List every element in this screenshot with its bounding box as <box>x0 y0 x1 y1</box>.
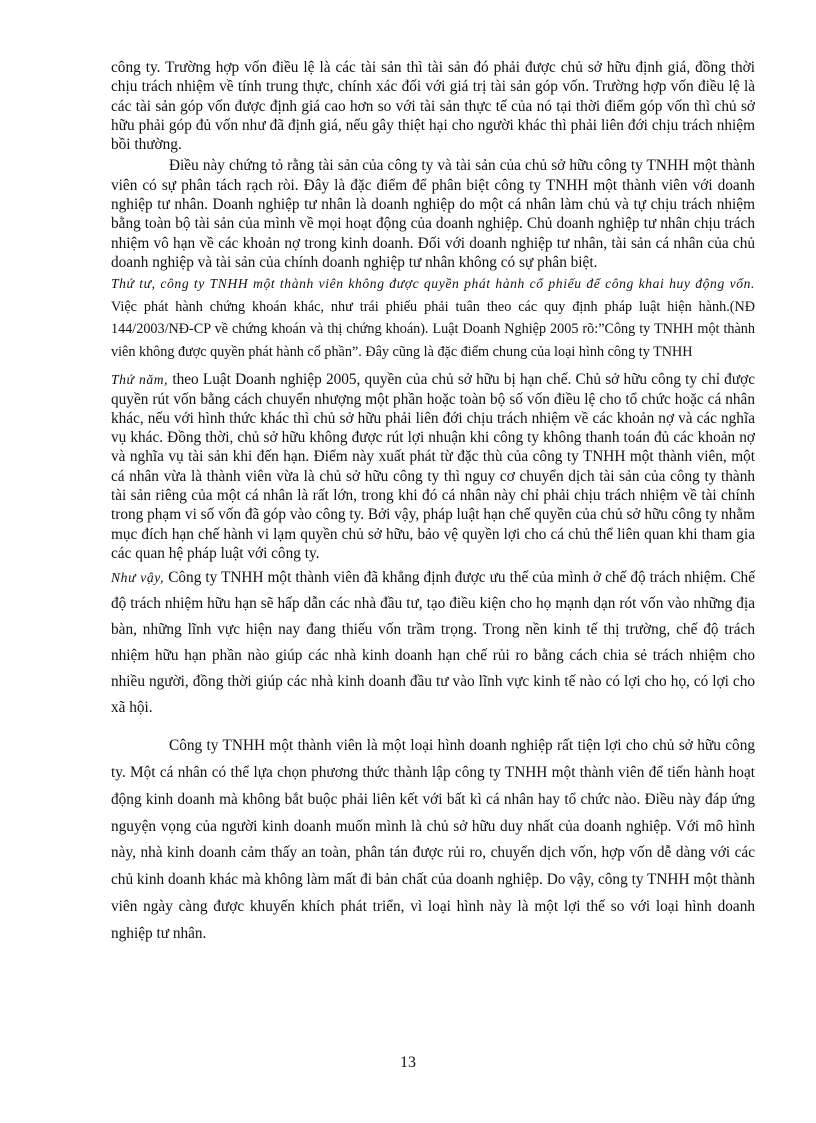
paragraph-tail: Đây cũng là đặc điểm chung của loại hình công ty TNHH <box>361 343 693 360</box>
paragraph-capital-valuation <box>111 58 755 154</box>
paragraph-text: Điều này chứng tỏ rằng tài sản của công ty và tài sản của chủ sở hữu công ty TNHH một thành viên có sự phân tách rạch ròi. Đây là đặc điểm để phân biệt công ty TNHH một thành viên với doanh nghiệp tư nhân. Doanh nghiệp tư nhân là doanh nghiệp do một cá nhân làm chủ và tự chịu trách nhiệm bằng toàn bộ tài sản của mình về mọi hoạt động của doanh nghiệp. Chủ doanh nghiệp tư nhân chịu trách nhiệm vô hạn về các khoản nợ trong kinh doanh. Đối với doanh nghiệp tư nhân, tài sản cá nhân của chủ doanh nghiệp và tài sản của chính doanh nghiệp tư nhân không có sự phân biệt. <box>111 157 755 271</box>
paragraph-text: công ty. Trường hợp vốn điều lệ là các tài sản thì tài sản đó phải được chủ sở hữu định giá, đồng thời chịu trách nhiệm về tính trung thực, chính xác đối với giá trị tài sản góp vốn. Trường hợp vốn điều lệ là các tài sản góp vốn được định giá cao hơn so với tài sản thực tế của nó tại thời điểm góp vốn thì chủ sở hữu phải góp đủ vốn như đã định giá, nếu gây thiệt hại cho người khác thì phải liên đới chịu trách nhiệm bồi thường. <box>111 59 755 154</box>
paragraph-lead-italic: Thứ tư, công ty TNHH một thành viên không được quyền phát hành cổ phiếu để công khai huy động vốn. <box>111 276 755 292</box>
paragraph-body: theo Luật Doanh nghiệp 2005, quyền của chủ sở hữu bị hạn chế. Chủ sở hữu công ty chỉ được quyền rút vốn bằng cách chuyển nhượng một phần hoặc toàn bộ số vốn điều lệ cho tổ chức hoặc cá nhân khác, nếu với hình thức khác thì chủ sở hữu phải liên đới chịu trách nhiệm về các khoản nợ và các nghĩa vụ khác. Đồng thời, chủ sở hữu không được rút lợi nhuận khi công ty không thanh toán đủ các khoản nợ và nghĩa vụ tài sản khi đến hạn. Điểm này xuất phát từ đặc thù của công ty TNHH một thành viên, một cá nhân vừa là thành viên vừa là chủ sở hữu công ty thì nguy cơ chuyển dịch tài sản của công ty thành tài sản riêng của một cá nhân là rất lớn, trong khi đó cá nhân này chỉ phải chịu trách nhiệm về tài chính trong phạm vi số vốn đã góp vào công ty. Bởi vậy, pháp luật hạn chế quyền của chủ sở hữu công ty nhằm mục đích hạn chế hành vi lạm quyền chủ sở hữu, bảo vệ quyền lợi cho cá chủ thể liên quan khi tham gia các quan hệ pháp luật với công ty. <box>111 371 755 562</box>
paragraph-lead-italic: Như vậy, <box>111 570 165 586</box>
paragraph-body: Công ty TNHH một thành viên đã khẳng định được ưu thế của mình ở chế độ trách nhiệm. Chế độ trách nhiệm hữu hạn sẽ hấp dẫn các nhà đầu tư, tạo điều kiện cho họ mạnh dạn rót vốn vào những địa bàn, những lĩnh vực hiện nay đang thiếu vốn trầm trọng. Trong nền kinh tế thị trường, chế độ trách nhiệm hữu hạn phần nào giúp các nhà kinh doanh hạn chế rủi ro bằng cách chia sẻ trách nhiệm cho nhiều người, đồng thời giúp các nhà kinh doanh đầu tư vào lĩnh vực kinh tế nào có lợi cho họ, có lợi cho xã hội. <box>111 569 755 717</box>
paragraph-fourth-point <box>111 273 755 363</box>
document-page <box>111 58 755 948</box>
paragraph-conclusion <box>111 565 755 721</box>
paragraph-advantages <box>111 733 755 947</box>
paragraph-asset-separation <box>111 156 755 272</box>
paragraph-body: Việc phát hành chứng khoán khác, như trái phiếu phải tuân theo các quy định pháp luật hiện hành.(NĐ 144/2003/NĐ-CP về chứng khoán và thị chứng khoán). Luật Doanh Nghiệp 2005 rõ:”Công ty TNHH một thành viên không được quyền phát hành cổ phần”. <box>111 298 755 360</box>
paragraph-text: Công ty TNHH một thành viên là một loại hình doanh nghiệp rất tiện lợi cho chủ sở hữu công ty. Một cá nhân có thể lựa chọn phương thức thành lập công ty TNHH một thành viên để tiến hành hoạt động kinh doanh mà không bắt buộc phải liên kết với bất kì cá nhân hay tổ chức nào. Điều này đáp ứng nguyện vọng của người kinh doanh muốn mình là chủ sở hữu duy nhất của doanh nghiệp. Với mô hình này, nhà kinh doanh cảm thấy an toàn, phân tán được rủi ro, chuyển dịch vốn, hợp vốn dễ dàng với các chủ kinh doanh khác mà không làm mất đi bản chất của doanh nghiệp. Do vậy, công ty TNHH một thành viên ngày càng được khuyến khích phát triển, vì loại hình này là một lợi thế so với loại hình doanh nghiệp tư nhân. <box>111 737 755 942</box>
paragraph-lead-italic: Thứ năm, <box>111 372 169 388</box>
paragraph-fifth-point <box>111 370 755 563</box>
page-number: 13 <box>400 1054 416 1071</box>
